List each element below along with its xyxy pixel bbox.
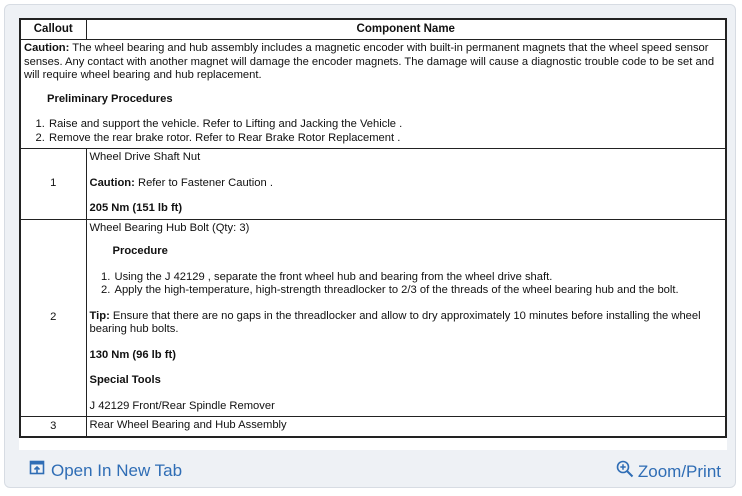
general-notes-row (20, 40, 726, 149)
tip-note (90, 310, 724, 337)
callout-number: 2 (20, 219, 86, 417)
list-item: 2. Apply the high-temperature, high-strength threadlocker to 2/3 of the threads of the wheel bearing hub and the bolt. (114, 284, 724, 298)
caution-note (90, 177, 724, 191)
callout-header: Callout (20, 19, 86, 40)
callout-number: 1 (20, 149, 86, 220)
component-name: Rear Wheel Bearing and Hub Assembly (89, 419, 287, 431)
open-in-new-tab-link[interactable] (29, 460, 182, 481)
caution-text: Refer to Fastener Caution . (134, 176, 273, 189)
tip-text: Ensure that there are no gaps in the threadlocker and allow to dry approximately 10 minutes before installing the wheel bearing hub bolts. (89, 309, 701, 335)
open-in-new-tab-label: Open In New Tab (51, 460, 183, 480)
table-row (20, 417, 726, 437)
tip-label: Tip: (89, 309, 110, 322)
special-tools-title: Special Tools (89, 374, 161, 386)
zoom-print-link[interactable] (616, 460, 721, 483)
component-cell (86, 417, 726, 437)
component-cell (86, 149, 726, 220)
procedure-steps (90, 271, 724, 298)
table-header-row (20, 19, 726, 40)
caution-label: Caution: (24, 42, 70, 54)
document-viewer (4, 4, 736, 488)
list-item: 1. Using the J 42129 , separate the front wheel hub and bearing from the wheel drive shaft. (114, 271, 724, 285)
component-table (19, 18, 727, 438)
zoom-in-icon (616, 460, 634, 483)
procedure-title: Procedure (112, 245, 168, 257)
preliminary-steps (24, 118, 722, 145)
general-notes-cell (20, 40, 726, 149)
component-name: Wheel Drive Shaft Nut (89, 151, 201, 163)
zoom-print-label: Zoom/Print (637, 461, 721, 481)
special-tool: J 42129 Front/Rear Spindle Remover (89, 399, 275, 412)
table-row (20, 219, 726, 417)
torque-spec: 205 Nm (151 lb ft) (89, 202, 183, 214)
caution-label: Caution: (89, 176, 135, 189)
list-item: 1. Raise and support the vehicle. Refer to Lifting and Jacking the Vehicle . (48, 118, 722, 132)
component-cell (86, 219, 726, 417)
table-row (20, 149, 726, 220)
list-item: 2. Remove the rear brake rotor. Refer to Rear Brake Rotor Replacement . (48, 132, 722, 146)
component-name-header: Component Name (86, 19, 726, 40)
caution-text: The wheel bearing and hub assembly includes a magnetic encoder with built-in permanent magnets that the wheel speed sensor senses. Any contact with another magnet will damage the encoder magnets. The damage will cause a diagnostic trouble code to be set and will require wheel bearing and hub replacement. (24, 42, 715, 81)
component-table-container (19, 18, 727, 450)
preliminary-procedures-title: Preliminary Procedures (47, 92, 173, 105)
open-in-new-tab-icon (29, 460, 45, 481)
callout-number: 3 (20, 417, 86, 437)
component-name: Wheel Bearing Hub Bolt (Qty: 3) (89, 221, 250, 234)
torque-spec: 130 Nm (96 lb ft) (89, 348, 176, 361)
viewer-footer (5, 451, 737, 489)
caution-paragraph (24, 42, 722, 83)
